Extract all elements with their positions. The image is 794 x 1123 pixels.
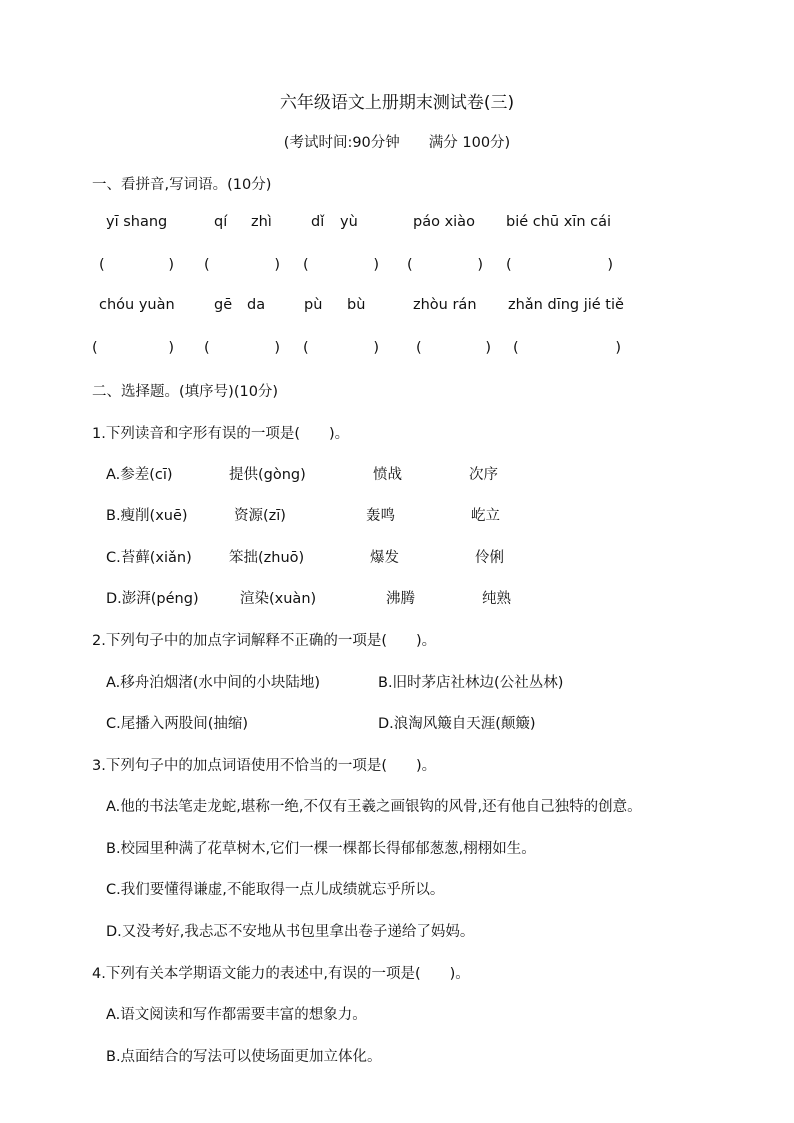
question-1-stem: 1.下列读音和字形有误的一项是( )。 bbox=[92, 426, 350, 442]
option-text: 屹立 bbox=[471, 508, 500, 524]
q2-option-c[interactable]: C.尾播入两股间(抽缩) bbox=[106, 716, 249, 732]
pinyin: bié chū xīn cái bbox=[506, 214, 612, 230]
q4-option-b[interactable]: B.点面结合的写法可以使场面更加立体化。 bbox=[106, 1049, 382, 1065]
pinyin: da bbox=[247, 297, 266, 313]
q2-options-row-2 bbox=[0, 712, 794, 734]
q3-option-a[interactable]: A.他的书法笔走龙蛇,堪称一绝,不仅有王羲之画银钩的风骨,还有他自己独特的创意。 bbox=[106, 799, 642, 815]
pinyin: chóu yuàn bbox=[99, 297, 175, 313]
option-text: A.参差(cī) bbox=[106, 467, 173, 483]
option-text: B.瘦削(xuē) bbox=[106, 508, 188, 524]
exam-subtitle: (考试时间:90分钟 满分 100分) bbox=[283, 135, 511, 151]
option-text: C.苔藓(xiǎn) bbox=[106, 550, 192, 566]
q1-option-d[interactable] bbox=[0, 587, 794, 609]
option-text: 沸腾 bbox=[386, 591, 415, 607]
option-text: 次序 bbox=[469, 467, 498, 483]
q3-option-c[interactable]: C.我们要懂得谦虚,不能取得一点儿成绩就忘乎所以。 bbox=[106, 882, 445, 898]
question-3-stem: 3.下列句子中的加点词语使用不恰当的一项是( )。 bbox=[92, 758, 437, 774]
q3-option-d[interactable]: D.又没考好,我忐忑不安地从书包里拿出卷子递给了妈妈。 bbox=[106, 924, 475, 940]
q4-option-a[interactable]: A.语文阅读和写作都需要丰富的想象力。 bbox=[106, 1007, 367, 1023]
q2-option-d[interactable]: D.浪淘风簸自天涯(颠簸) bbox=[378, 716, 536, 732]
pinyin: bù bbox=[347, 297, 366, 313]
pinyin: zhòu rán bbox=[413, 297, 477, 313]
pinyin: dǐ bbox=[311, 214, 325, 230]
option-text: 轰鸣 bbox=[366, 508, 395, 524]
option-text: 愤战 bbox=[373, 467, 402, 483]
pinyin-row-1 bbox=[0, 214, 794, 236]
option-text: 笨拙(zhuō) bbox=[229, 550, 305, 566]
section2-heading: 二、选择题。(填序号)(10分) bbox=[92, 384, 279, 400]
pinyin: zhì bbox=[251, 214, 272, 230]
option-text: 渲染(xuàn) bbox=[240, 591, 317, 607]
option-text: D.澎湃(péng) bbox=[106, 591, 199, 607]
question-4-stem: 4.下列有关本学期语文能力的表述中,有误的一项是( )。 bbox=[92, 966, 470, 982]
answer-row-1: ( ) ( ) ( ) ( ) ( ) bbox=[99, 257, 613, 273]
q1-option-a[interactable] bbox=[0, 463, 794, 485]
q2-option-a[interactable]: A.移舟泊烟渚(水中间的小块陆地) bbox=[106, 675, 321, 691]
q1-option-b[interactable] bbox=[0, 504, 794, 526]
exam-title: 六年级语文上册期末测试卷(三) bbox=[279, 93, 515, 113]
q1-option-c[interactable] bbox=[0, 546, 794, 568]
pinyin-row-2 bbox=[0, 297, 794, 319]
option-text: 资源(zī) bbox=[234, 508, 286, 524]
answer-row-2: ( ) ( ) ( ) ( ) ( ) bbox=[92, 340, 621, 356]
option-text: 爆发 bbox=[370, 550, 399, 566]
pinyin: qí bbox=[214, 214, 228, 230]
pinyin: páo xiào bbox=[413, 214, 475, 230]
pinyin: pù bbox=[304, 297, 323, 313]
pinyin: yī shang bbox=[106, 214, 168, 230]
q2-option-b[interactable]: B.旧时茅店社林边(公社丛林) bbox=[378, 675, 564, 691]
section1-heading: 一、看拼音,写词语。(10分) bbox=[92, 177, 272, 193]
pinyin: zhǎn dīng jié tiě bbox=[508, 297, 624, 313]
q3-option-b[interactable]: B.校园里种满了花草树木,它们一棵一棵都长得郁郁葱葱,栩栩如生。 bbox=[106, 841, 536, 857]
pinyin: gē bbox=[214, 297, 233, 313]
option-text: 纯熟 bbox=[482, 591, 511, 607]
q2-options-row-1 bbox=[0, 671, 794, 693]
option-text: 提供(gòng) bbox=[229, 467, 306, 483]
question-2-stem: 2.下列句子中的加点字词解释不正确的一项是( )。 bbox=[92, 633, 437, 649]
option-text: 伶俐 bbox=[475, 550, 504, 566]
pinyin: yù bbox=[340, 214, 358, 230]
